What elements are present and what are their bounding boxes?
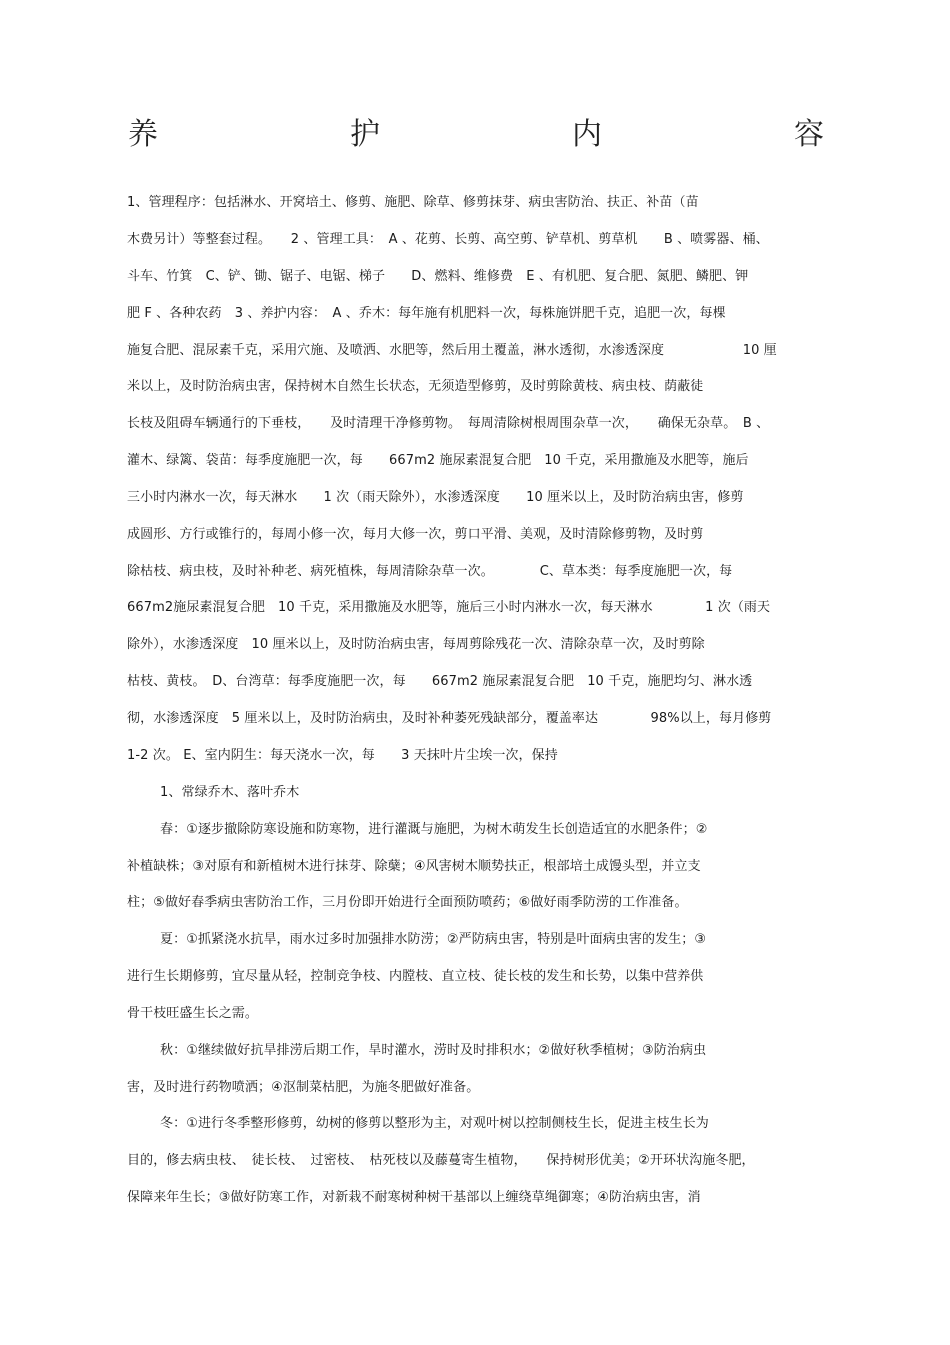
text-line: 骨干枝旺盛生长之需。 — [127, 1006, 259, 1021]
text-line: 夏：①抓紧浇水抗旱，雨水过多时加强排水防涝；②严防病虫害，特别是叶面病虫害的发生；③ — [160, 932, 707, 947]
text-line: 除外），水渗透深度 10 厘米以上，及时防治病虫害，每周剪除残花一次、清除杂草一次，及时剪除 — [127, 637, 705, 652]
title-char: 养 — [128, 117, 158, 152]
text-line: 保障来年生长；③做好防寒工作，对新栽不耐寒树种树干基部以上缠绕草绳御寒；④防治病虫害，消 — [127, 1190, 701, 1205]
text-line: 秋：①继续做好抗旱排涝后期工作，旱时灌水，涝时及时排积水；②做好秋季植树；③防治病虫 — [160, 1043, 707, 1058]
text-line: 肥 F 、各种农药 3 、养护内容： A 、乔木：每年施有机肥料一次，每株施饼肥千克，追肥一次，每棵 — [127, 306, 726, 321]
title-char: 内 — [572, 117, 602, 152]
text-line: 1-2 次。 E、室内阴生：每天浇水一次，每 3 天抹叶片尘埃一次，保持 — [127, 748, 558, 763]
text-line: 彻，水渗透深度 5 厘米以上，及时防治病虫，及时补种萎死残缺部分，覆盖率达 98%以上，每月修剪 — [127, 711, 772, 726]
page-title — [128, 108, 824, 154]
section-heading: 1、常绿乔木、落叶乔木 — [160, 785, 300, 800]
title-char: 容 — [794, 117, 824, 152]
text-line: 冬：①进行冬季整形修剪，幼树的修剪以整形为主，对观叶树以控制侧枝生长，促进主枝生长为 — [160, 1116, 709, 1131]
text-line: 成圆形、方行或锥行的，每周小修一次，每月大修一次，剪口平滑、美观，及时清除修剪物，及时剪 — [127, 527, 704, 542]
text-line: 目的，修去病虫枝、 徒长枝、 过密枝、 枯死枝以及藤蔓寄生植物， 保持树形优美；②开环状沟施冬肥， — [127, 1153, 755, 1168]
text-line: 三小时内淋水一次，每天淋水 1 次（雨天除外），水渗透深度 10 厘米以上，及时防治病虫害，修剪 — [127, 490, 744, 505]
text-line: 进行生长期修剪，宜尽量从轻，控制竞争枝、内膛枝、直立枝、徒长枝的发生和长势，以集中营养供 — [127, 969, 704, 984]
text-line: 长枝及阻碍车辆通行的下垂枝， 及时清理干净修剪物。 每周清除树根周围杂草一次， 确保无杂草。 B 、 — [127, 416, 770, 431]
title-char: 护 — [350, 117, 380, 152]
text-line: 柱；⑤做好春季病虫害防治工作，三月份即开始进行全面预防喷药；⑥做好雨季防涝的工作准备。 — [127, 895, 688, 910]
text-line: 灌木、绿篱、袋苗：每季度施肥一次，每 667m2 施尿素混复合肥 10 千克，采用撒施及水肥等，施后 — [127, 453, 749, 468]
text-line: 施复合肥、混尿素千克，采用穴施、及喷洒、水肥等，然后用土覆盖，淋水透彻，水渗透深度 10 厘 — [127, 343, 777, 358]
text-line: 1、管理程序：包括淋水、开窝培土、修剪、施肥、除草、修剪抹芽、病虫害防治、扶正、补苗（苗 — [127, 195, 699, 210]
text-line: 害，及时进行药物喷洒；④沤制菜枯肥，为施冬肥做好准备。 — [127, 1080, 480, 1095]
text-line: 斗车、竹箕 C、铲、锄、锯子、电锯、梯子 D、燃料、维修费 E 、有机肥、复合肥、氮肥、鳞肥、钾 — [127, 269, 749, 284]
text-line: 补植缺株；③对原有和新植树木进行抹芽、除蘖；④风害树木顺势扶正，根部培土成馒头型，并立支 — [127, 859, 701, 874]
text-line: 米以上，及时防治病虫害，保持树木自然生长状态，无须造型修剪，及时剪除黄枝、病虫枝、荫蔽徒 — [127, 379, 704, 394]
text-line: 木费另计）等整套过程。 2 、管理工具： A 、花剪、长剪、高空剪、铲草机、剪草机 B 、喷雾器、桶、 — [127, 232, 769, 247]
text-line: 春：①逐步撤除防寒设施和防寒物，进行灌溉与施肥，为树木萌发生长创造适宜的水肥条件；② — [160, 822, 708, 837]
text-line: 枯枝、黄枝。 D、台湾草：每季度施肥一次，每 667m2 施尿素混复合肥 10 千克，施肥均匀、淋水透 — [127, 674, 753, 689]
text-line: 667m2施尿素混复合肥 10 千克，采用撒施及水肥等，施后三小时内淋水一次，每天淋水 1 次（雨天 — [127, 600, 771, 615]
text-line: 除枯枝、病虫枝，及时补种老、病死植株，每周清除杂草一次。 C、草本类：每季度施肥一次，每 — [127, 564, 733, 579]
